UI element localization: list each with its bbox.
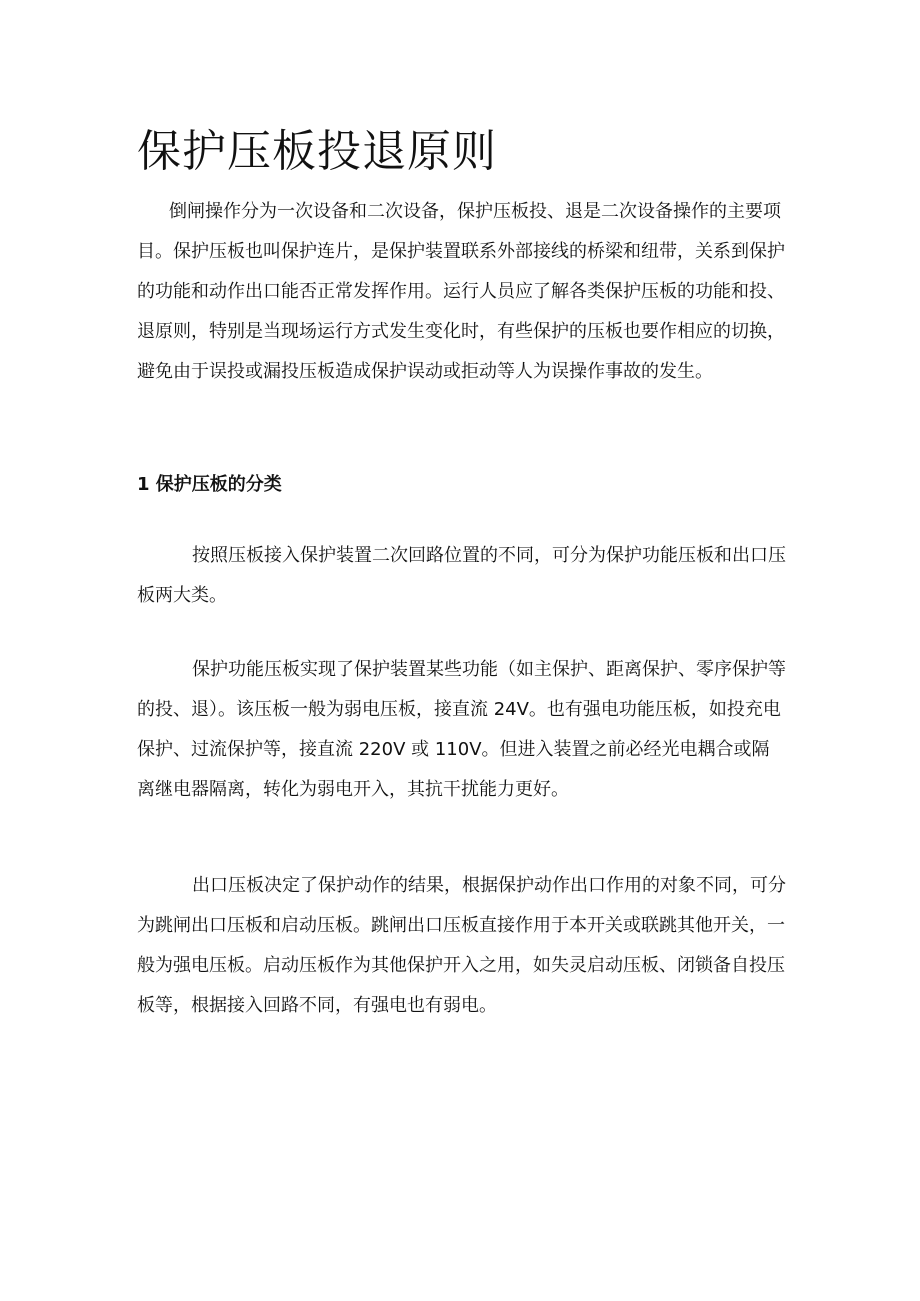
document-title: 保护压板投退原则: [137, 126, 497, 177]
classification-paragraph: 按照压板接入保护装置二次回路位置的不同，可分为保护功能压板和出口压板两大类。: [137, 545, 786, 606]
section-heading: 1 保护压板的分类: [137, 474, 282, 495]
exit-plate-paragraph: 出口压板决定了保护动作的结果，根据保护动作出口作用的对象不同，可分为跳闸出口压板和启动压板。跳闸出口压板直接作用于本开关或联跳其他开关，一般为强电压板。启动压板作为其他保护开入之用，如失灵启动压板、闭锁备自投压板等，根据接入回路不同，有强电也有弱电。: [137, 875, 786, 1016]
function-plate-paragraph: 保护功能压板实现了保护装置某些功能（如主保护、距离保护、零序保护等的投、退）。该压板一般为弱电压板，接直流 24V。也有强电功能压板，如投充电保护、过流保护等，接直流 220V 或 110V。但进入装置之前必经光电耦合或隔离继电器隔离，转化为弱电开入，其抗干扰能力更好。: [137, 659, 786, 800]
intro-paragraph: 倒闸操作分为一次设备和二次设备，保护压板投、退是二次设备操作的主要项目。保护压板也叫保护连片，是保护装置联系外部接线的桥梁和纽带，关系到保护的功能和动作出口能否正常发挥作用。运行人员应了解各类保护压板的功能和投、退原则，特别是当现场运行方式发生变化时，有些保护的压板也要作相应的切换，避免由于误投或漏投压板造成保护误动或拒动等人为误操作事故的发生。: [137, 201, 785, 382]
